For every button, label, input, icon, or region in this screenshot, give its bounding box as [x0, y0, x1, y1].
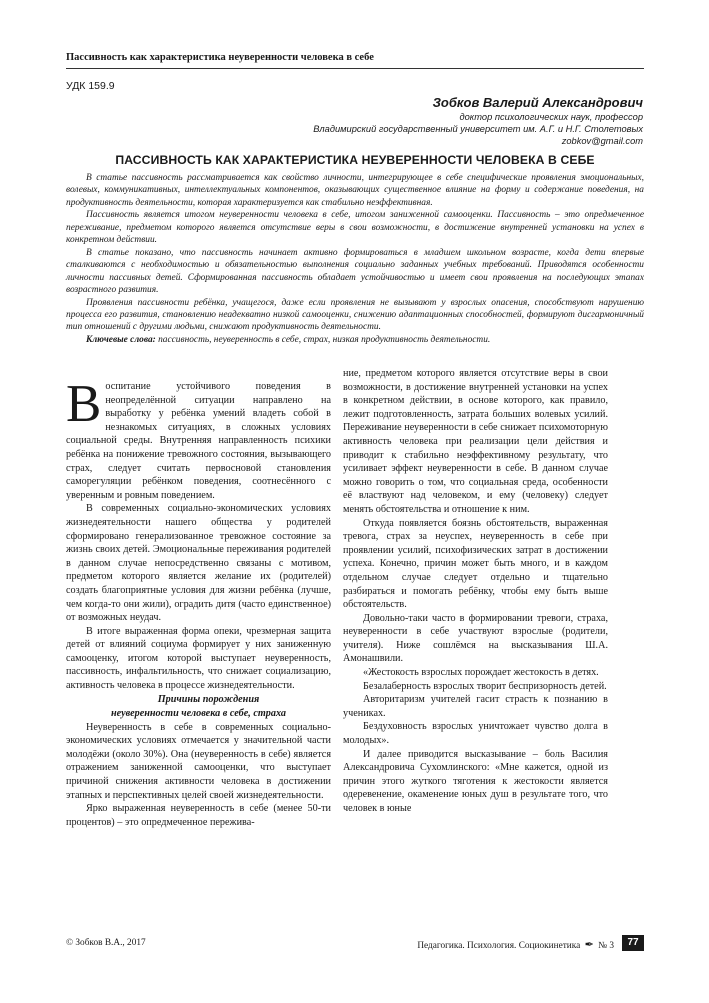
author-affiliation: Владимирский государственный университет им. А.Г. и Н.Г. Столетовых [313, 124, 643, 134]
journal-name: Педагогика. Психология. Социокинетика [417, 941, 581, 951]
section-heading-line1: Причины порождения [157, 693, 260, 705]
author-email[interactable]: zobkov@gmail.com [561, 136, 643, 146]
body-paragraph: И далее приводится высказывание – боль Василия Александровича Сухомлинского: «Мне кажется, одной из причин этого жуткого тяготения к жестокости является одеревенение, окаменение юных душ в результате того, что человек в юные [343, 748, 608, 814]
body-paragraph [66, 375, 331, 502]
abstract [66, 172, 644, 346]
section-heading [66, 693, 331, 721]
body-paragraph-text: оспитание устойчивого поведения в неопределённой ситуации направлено на выработку у ребёнка умений владеть собой в незнакомых ситуациях, в сложных условиях социальной среды. Внутренняя направленность психики ребёнка на понижение тревожного состояния, вызывающего страх, следует считать первосновой становления саморегуляции ребёнком поведения, соотнесённого с уверенным и ровным поведением. [66, 381, 331, 501]
abstract-paragraph: Пассивность является итогом неуверенности человека в себе, итогом заниженной самооценки. Пассивность – это опредмеченное переживание, предметом которого является отсутствие веры в свои возможности, в достижение внутренней установки на успех в конкретном действии. [66, 210, 644, 246]
keywords-label: Ключевые слова: [86, 334, 156, 345]
body-paragraph: Ярко выраженная неуверенность в себе (менее 50-ти процентов) – это опредмеченное пережива- [66, 803, 331, 828]
page-number: 77 [622, 935, 644, 951]
copyright: © Зобков В.А., 2017 [66, 938, 146, 948]
abstract-paragraph: В статье пассивность рассматривается как свойство личности, интегрирующее в себе специфические проявления эмоциональных, волевых, коммуникативных, интеллектуальных компонентов, оказывающих существенное влияние на форму и содержание поведения, на продуктивность деятельности, которая характеризуется как стабильно неэффективная. [66, 173, 644, 208]
body-paragraph: Довольно-таки часто в формировании тревоги, страха, неуверенности в себе участвуют взрослые (родители, учителя). Ниже сошлёмся на высказывания Ш.А. Амонашвили. [343, 612, 608, 665]
keywords-list: пассивность, неуверенность в себе, страх, низкая продуктивность деятельности. [158, 334, 491, 345]
quill-icon: ✒ [584, 939, 594, 951]
header-rule [66, 68, 644, 69]
article-title: ПАССИВНОСТЬ КАК ХАРАКТЕРИСТИКА НЕУВЕРЕННОСТИ ЧЕЛОВЕКА В СЕБЕ [115, 153, 595, 167]
author-name: Зобков Валерий Александрович [432, 95, 643, 110]
abstract-paragraph: Проявления пассивности ребёнка, учащегося, даже если проявления не вызывают у взрослых опасения, способствуют нарушению процесса его развития, становлению неадекватно низкой самооценки, снижению адаптационных способностей, формируют дисгармоничный тип отношений с другими людьми, снижают продуктивность деятельности. [66, 297, 644, 333]
udc-code: УДК 159.9 [66, 80, 115, 92]
drop-cap: В [66, 375, 102, 433]
keywords [66, 334, 644, 346]
quote-line: Бездуховность взрослых уничтожает чувство долга в молодых». [343, 721, 608, 747]
abstract-paragraph: В статье показано, что пассивность начинает активно формироваться в младшем школьном возрасте, когда дети впервые сталкиваются с необходимостью и обязательностью выполнения социально заданных учебных требований. Приводятся особенности личности пассивных детей. Сформированная пассивность обладает устойчивостью и имеет свои проявления на последующих этапах возрастного развития. [66, 247, 644, 296]
body-paragraph: В современных социально-экономических условиях жизнедеятельности нашего общества у родителей сформировано генерализованное тревожное состояние за жизнь своих детей. Эмоциональные переживания родителей в данном случае непосредственно связаны с мотивом, предметом которого является желание их (родителей) создать благоприятные условия для жизни ребёнка (лучше, чем когда-то они жили), оградить дитя (часто единственное) от возможных неудач. [66, 503, 331, 624]
body-paragraph: Откуда появляется боязнь обстоятельств, выраженная тревога, страх за неуспех, неуверенность в себе при проявлении усилий, психофизических затрат в достижении успеха. Конечно, причин может быть много, и в каждом отдельном случае следует отдельно и тщательно разбираться и помогать ребёнку, чтобы ему быть выше обстоятельств. [343, 517, 608, 611]
running-head: Пассивность как характеристика неуверенности человека в себе [66, 52, 374, 63]
body-column-right [343, 367, 608, 816]
section-heading-line2: неуверенности человека в себе, страха [110, 707, 287, 719]
journal-info [417, 938, 614, 951]
quote-line: «Жестокость взрослых порождает жестокость в детях. [363, 667, 599, 679]
author-degree: доктор психологических наук, профессор [459, 112, 643, 122]
body-column-left [66, 375, 331, 829]
quote-line: Безалаберность взрослых творит беспризорность детей. [363, 680, 607, 692]
body-paragraph: В итоге выраженная форма опеки, чрезмерная защита детей от влияний социума формирует у них заниженную самооценку, итогом которой выступает неуверенность, пассивность, инфальтильность, что снижает социализацию, активность человека в процессе жизнедеятельности. [66, 625, 331, 692]
author-block [143, 95, 643, 147]
quote-line: Авторитаризм учителей гасит страсть к познанию в учениках. [343, 694, 608, 719]
body-paragraph: Неуверенность в себе в современных социально-экономических условиях отмечается у значительной части молодёжи (около 30%). Она (неуверенность в себе) является отражением заниженной самооценки, что выступает причиной снижения активности человека в достижении этапных и перспективных целей своей жизнедеятельности. [66, 721, 331, 801]
body-paragraph: ние, предметом которого является отсутствие веры в свои возможности, в достижение внутренней установки на успех в конкретном действии, в основе которого, как правило, лежит подготовленность, затрата больших волевых усилий. Переживание неуверенности в себе снижает психомоторную активность человека при реализации цели действия и приводит к стабильно неэффективному результату, что усиливает эффект неуверенности в себе. В данном случае можно говорить о том, что социальная среда, особенности её властвуют над человеком, и ему (человеку) следует менять обстоятельства и отношение к ним. [343, 368, 608, 515]
issue-number: № 3 [598, 941, 614, 951]
